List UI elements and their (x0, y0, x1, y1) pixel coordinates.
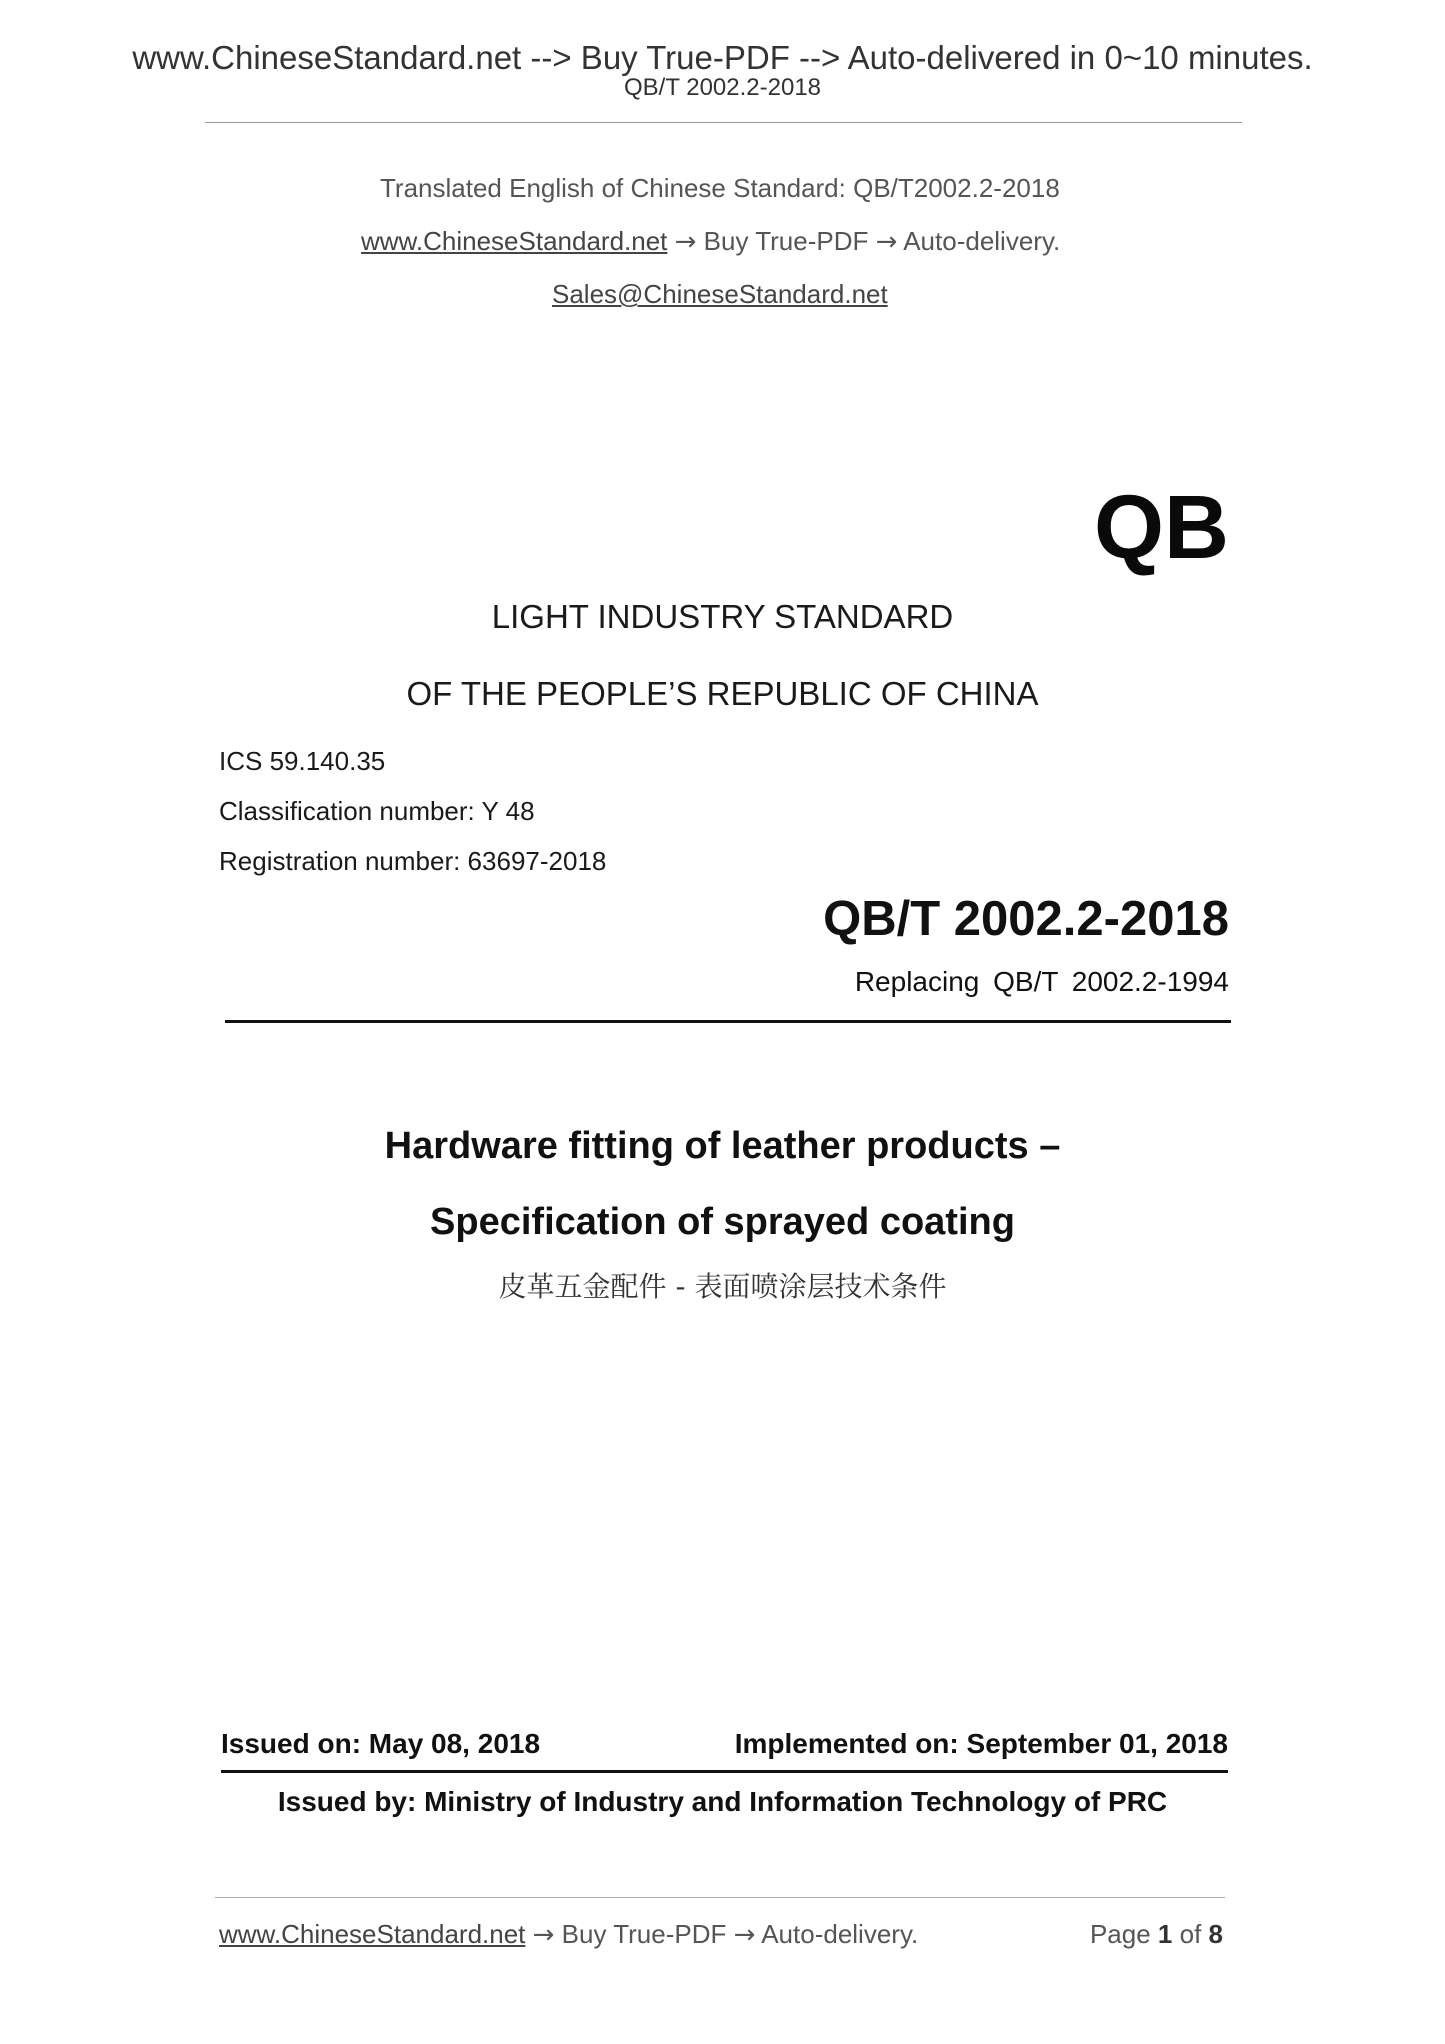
issued-on-date: Issued on: May 08, 2018 (221, 1728, 541, 1759)
footer-divider (215, 1897, 1225, 1898)
issuing-authority: Issued by: Ministry of Industry and Information Technology of PRC (277, 1786, 1168, 1817)
document-title-line-2: Specification of sprayed coating (430, 1201, 1015, 1243)
page-current: 1 (1157, 1919, 1173, 1949)
arrow-right-icon: → (875, 227, 898, 257)
header-divider (205, 122, 1242, 123)
standard-number: QB/T 2002.2-2018 (823, 892, 1229, 946)
page-indicator (1090, 1918, 1223, 1950)
organization-line-2: OF THE PEOPLE’S REPUBLIC OF CHINA (406, 675, 1039, 712)
footer-delivery-label: Auto-delivery. (761, 1919, 919, 1949)
ics-code: ICS 59.140.35 (219, 746, 386, 776)
organization-line-1: LIGHT INDUSTRY STANDARD (491, 598, 954, 635)
site-link[interactable]: www.ChineseStandard.net (361, 226, 668, 256)
document-title-line-1: Hardware fitting of leather products – (384, 1125, 1061, 1167)
promo-line (361, 225, 1060, 258)
buy-label: Buy True-PDF (703, 226, 869, 256)
top-banner: www.ChineseStandard.net --> Buy True-PDF --> Auto-delivered in 0~10 minutes. (132, 39, 1313, 76)
standard-category-mark: QB (1094, 478, 1229, 578)
page-of-label: of (1179, 1919, 1202, 1949)
dates-divider (221, 1770, 1228, 1773)
footer-buy-label: Buy True-PDF (561, 1919, 727, 1949)
replacing-note: Replacing QB/T 2002.2-1994 (854, 966, 1229, 997)
email-link[interactable]: Sales@ChineseStandard.net (552, 279, 888, 309)
email-line (552, 278, 888, 310)
running-header: QB/T 2002.2-2018 (623, 74, 822, 101)
main-divider (225, 1020, 1231, 1023)
document-title-chinese: 皮革五金配件 - 表面喷涂层技术条件 (498, 1270, 947, 1303)
page-label: Page (1089, 1919, 1151, 1949)
footer-site-link[interactable]: www.ChineseStandard.net (219, 1919, 526, 1949)
arrow-right-icon: → (532, 1920, 555, 1950)
translation-notice: Translated English of Chinese Standard: QB/T2002.2-2018 (380, 173, 1060, 203)
arrow-right-icon: → (733, 1920, 756, 1950)
implemented-on-date: Implemented on: September 01, 2018 (734, 1728, 1228, 1759)
footer-promo (219, 1918, 918, 1951)
delivery-label: Auto-delivery. (903, 226, 1061, 256)
page-total: 8 (1208, 1919, 1223, 1949)
classification-number: Classification number: Y 48 (219, 796, 535, 826)
arrow-right-icon: → (674, 227, 697, 257)
registration-number: Registration number: 63697-2018 (219, 846, 607, 876)
